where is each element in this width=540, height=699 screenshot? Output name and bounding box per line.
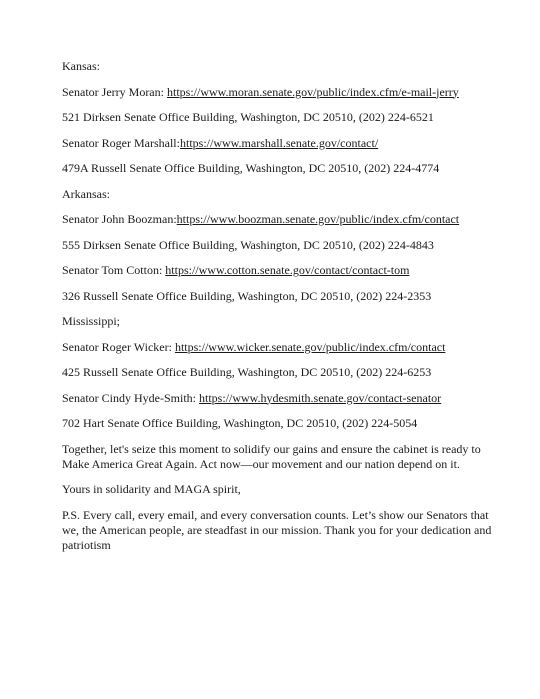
senator-cotton-line [62,263,492,278]
senator-marshall-label: Senator Roger Marshall: [62,135,180,150]
senator-cotton-label: Senator Tom Cotton: [62,263,166,277]
senator-marshall-address: 479A Russell Senate Office Building, Washington, DC 20510, (202) 224-4774 [62,161,440,175]
senator-marshall-line [62,136,492,151]
senator-cotton-address: 326 Russell Senate Office Building, Washington, DC 20510, (202) 224-2353 [62,288,432,303]
senator-boozman-address: 555 Dirksen Senate Office Building, Washington, DC 20510, (202) 224-4843 [62,237,434,252]
state-heading-mississippi: Mississippi; [62,314,121,328]
state-heading-kansas: Kansas: [62,59,100,73]
senator-hydesmith-line [62,391,492,406]
senator-wicker-address: 425 Russell Senate Office Building, Washington, DC 20510, (202) 224-6253 [62,365,432,379]
senator-hydesmith-link[interactable]: https://www.hydesmith.senate.gov/contact-senator [199,390,442,405]
senator-wicker-label: Senator Roger Wicker: [62,339,175,354]
senator-wicker-line [62,340,492,355]
senator-hydesmith-label: Senator Cindy Hyde-Smith: [62,390,199,405]
senator-moran-address: 521 Dirksen Senate Office Building, Washington, DC 20510, (202) 224-6521 [62,110,434,124]
closing-line: Yours in solidarity and MAGA spirit, [62,482,241,496]
document-body [62,59,492,563]
senator-hydesmith-address: 702 Hart Senate Office Building, Washington, DC 20510, (202) 224-5054 [62,416,418,430]
together-paragraph: Together, let's seize this moment to solidify our gains and ensure the cabinet is ready to Make America Great Again. Act now—our movement and our nation depend on it. [62,441,481,471]
ps-paragraph: P.S. Every call, every email, and every conversation counts. Let’s show our Senators that we, the American people, are steadfast in our mission. Thank you for your dedication and patriotism [62,507,492,552]
senator-boozman-label: Senator John Boozman: [62,212,177,226]
state-heading-arkansas: Arkansas: [62,186,110,201]
senator-boozman-link[interactable]: https://www.boozman.senate.gov/public/index.cfm/contact [176,212,460,226]
senator-moran-label: Senator Jerry Moran: [62,84,167,99]
senator-moran-line [62,85,492,100]
senator-boozman-line [62,212,492,227]
senator-marshall-link[interactable]: https://www.marshall.senate.gov/contact/ [179,135,379,150]
senator-wicker-link[interactable]: https://www.wicker.senate.gov/public/index.cfm/contact [174,339,446,354]
senator-cotton-link[interactable]: https://www.cotton.senate.gov/contact/contact-tom [165,263,410,277]
senator-moran-link[interactable]: https://www.moran.senate.gov/public/index.cfm/e-mail-jerry [166,84,459,99]
